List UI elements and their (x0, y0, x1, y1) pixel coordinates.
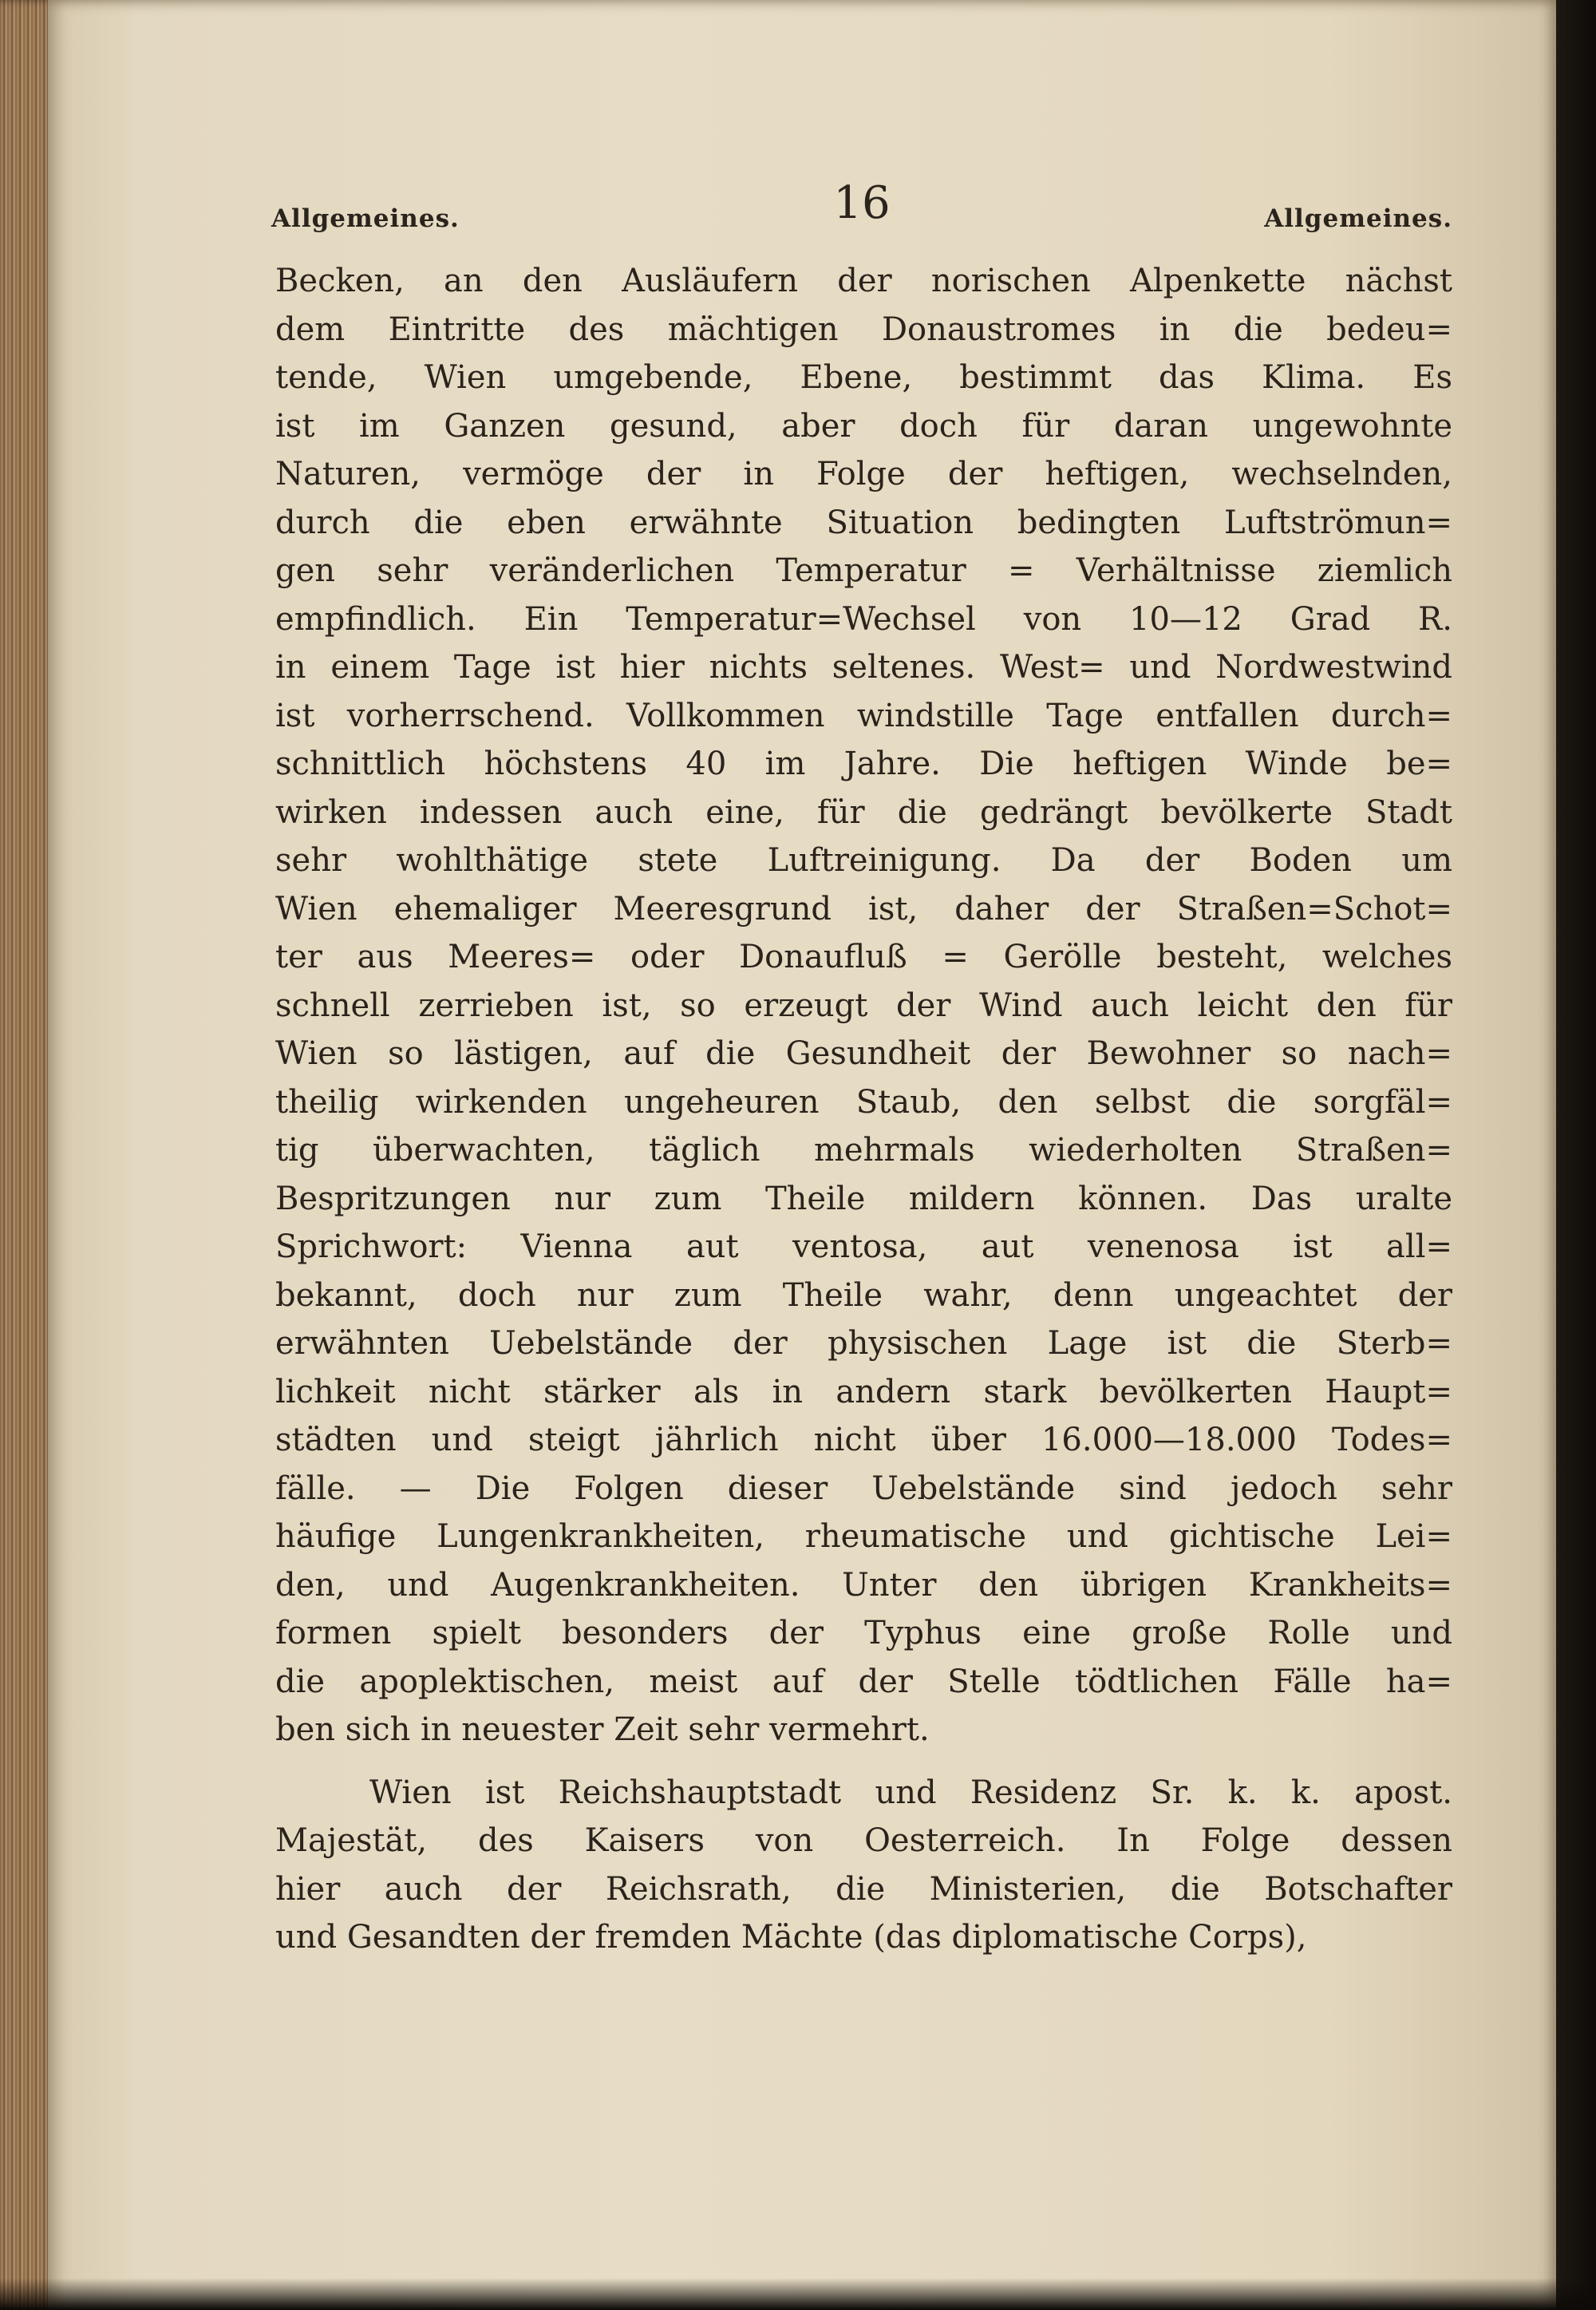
page-header (271, 177, 1452, 249)
text-line: häufige Lungenkrankheiten, rheumatische und gichtische Lei= (275, 1518, 1452, 1555)
text-line: ter aus Meeres= oder Donaufluß = Gerölle besteht, welches (275, 939, 1452, 975)
text-line: schnittlich höchstens 40 im Jahre. Die heftigen Winde be= (275, 746, 1452, 782)
text-line: formen spielt besonders der Typhus eine große Rolle und (275, 1615, 1452, 1651)
running-head-left: Allgemeines. (271, 204, 460, 233)
text-line: schnell zerrieben ist, so erzeugt der Wind auch leicht den für (275, 987, 1452, 1024)
text-line: die apoplektischen, meist auf der Stelle tödtlichen Fälle ha= (275, 1663, 1452, 1700)
scan-background-bottom (0, 2278, 1596, 2310)
text-line: sehr wohlthätige stete Luftreinigung. Da der Boden um (275, 842, 1452, 879)
text-line: ben sich in neuester Zeit sehr vermehrt. (275, 1711, 930, 1748)
text-line: tig überwachten, täglich mehrmals wiederholten Straßen= (275, 1132, 1452, 1169)
text-line: lichkeit nicht stärker als in andern stark bevölkerten Haupt= (275, 1373, 1452, 1410)
text-line: in einem Tage ist hier nichts seltenes. West= und Nordwestwind (275, 649, 1452, 686)
text-line: empfindlich. Ein Temperatur=Wechsel von 10—12 Grad R. (275, 600, 1452, 638)
text-line: durch die eben erwähnte Situation bedingten Luftströmun= (275, 504, 1452, 541)
scan-background-right (1556, 0, 1596, 2310)
text-line: Sprichwort: Vienna aut ventosa, aut venenosa ist all= (275, 1228, 1452, 1265)
text-line: fälle. — Die Folgen dieser Uebelstände sind jedoch sehr (275, 1469, 1452, 1507)
text-line: Naturen, vermöge der in Folge der heftigen, wechselnden, (275, 456, 1452, 492)
text-line: ist vorherrschend. Vollkommen windstille Tage entfallen durch= (275, 697, 1452, 734)
text-line: wirken indessen auch eine, für die gedrängt bevölkerte Stadt (275, 793, 1452, 831)
running-head-right: Allgemeines. (1264, 204, 1452, 233)
text-line: Wien ehemaliger Meeresgrund ist, daher der Straßen=Schot= (275, 890, 1452, 928)
text-line: den, und Augenkrankheiten. Unter den übrigen Krankheits= (275, 1566, 1452, 1604)
text-line: theilig wirkenden ungeheuren Staub, den selbst die sorgfäl= (275, 1083, 1452, 1121)
paragraph-gap (275, 1754, 1452, 1769)
text-line: hier auch der Reichsrath, die Ministerien, die Botschafter (275, 1870, 1452, 1908)
text-line: Becken, an den Ausläufern der norischen Alpenkette nächst (275, 263, 1452, 299)
text-line: tende, Wien umgebende, Ebene, bestimmt das Klima. Es (275, 359, 1452, 396)
text-line: Bespritzungen nur zum Theile mildern können. Das uralte (275, 1180, 1452, 1217)
text-line: erwähnten Uebelstände der physischen Lage ist die Sterb= (275, 1325, 1452, 1362)
text-line: Wien so lästigen, auf die Gesundheit der Bewohner so nach= (275, 1035, 1452, 1072)
body-text (275, 257, 1452, 1962)
text-line: und Gesandten der fremden Mächte (das diplomatische Corps), (275, 1919, 1307, 1956)
page-number: 16 (833, 177, 891, 229)
text-line: städten und steigt jährlich nicht über 16.000—18.000 Todes= (275, 1422, 1452, 1458)
text-line: bekannt, doch nur zum Theile wahr, denn ungeachtet der (275, 1276, 1452, 1314)
text-line: dem Eintritte des mächtigen Donaustromes in die bedeu= (275, 311, 1452, 348)
text-line: Wien ist Reichshauptstadt und Residenz Sr. k. k. apost. (369, 1774, 1452, 1811)
text-line: Majestät, des Kaisers von Oesterreich. In Folge dessen (275, 1822, 1452, 1859)
text-line: ist im Ganzen gesund, aber doch für daran ungewohnte (275, 407, 1452, 445)
text-line: gen sehr veränderlichen Temperatur = Verhältnisse ziemlich (275, 552, 1452, 589)
